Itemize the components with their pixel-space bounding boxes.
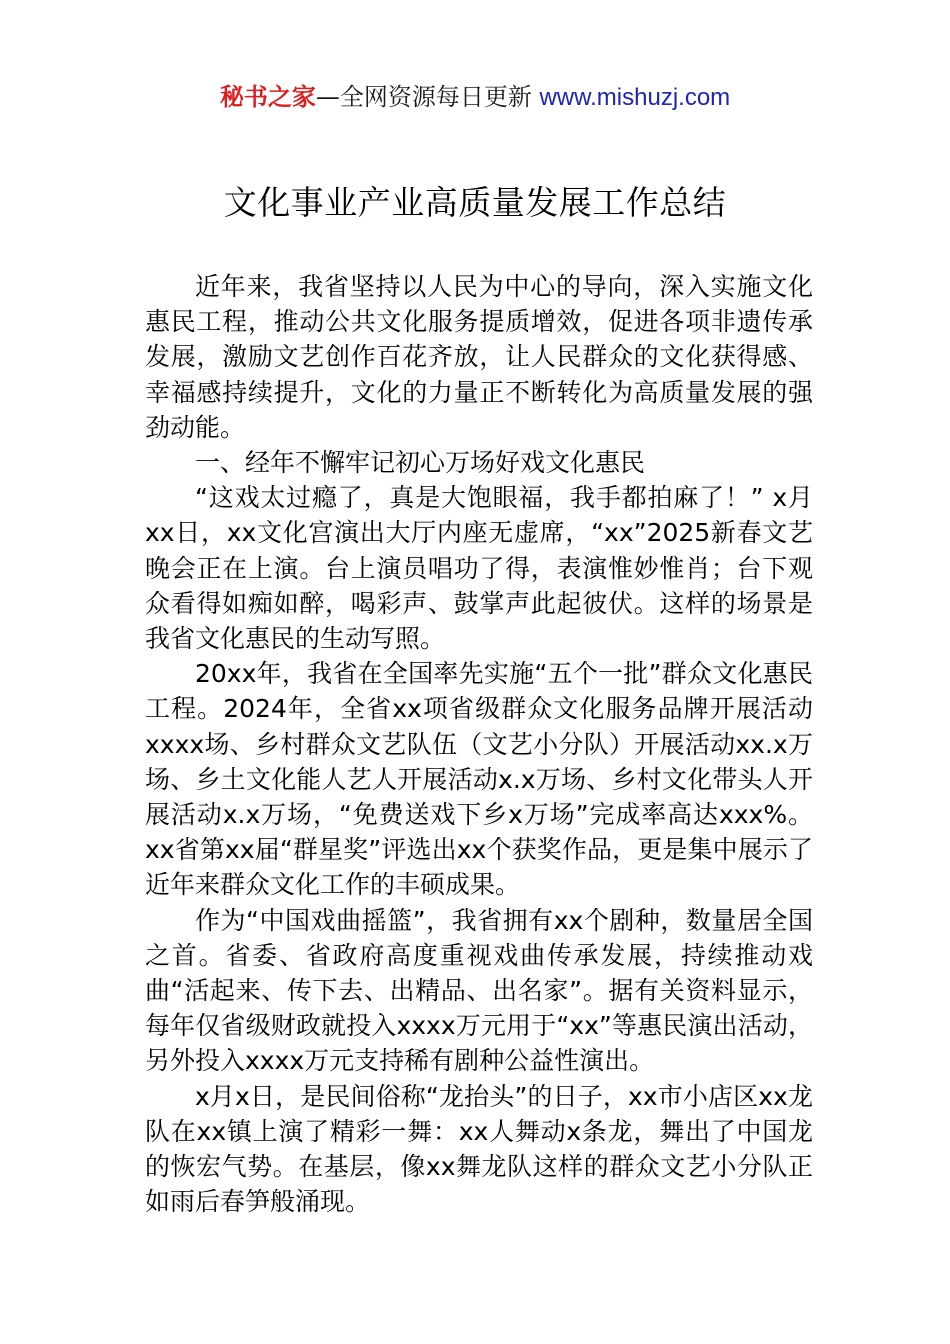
paragraph: x月x日，是民间俗称“龙抬头”的日子，xx市小店区xx龙队在xx镇上演了精彩一舞：xx人舞动x条龙，舞出了中国龙的恢宏气势。在基层，像xx舞龙队这样的群众文艺小分队正如雨后春笋般涌现。 bbox=[145, 1081, 813, 1217]
document-body bbox=[145, 269, 813, 1219]
paragraph-intro: 近年来，我省坚持以人民为中心的导向，深入实施文化惠民工程，推动公共文化服务提质增效，促进各项非遗传承发展，激励文艺创作百花齐放，让人民群众的文化获得感、幸福感持续提升，文化的力量正不断转化为高质量发展的强劲动能。 bbox=[145, 272, 813, 442]
site-banner bbox=[0, 80, 950, 115]
banner-brand: 秘书之家 bbox=[219, 83, 316, 111]
section-heading: 一、经年不懈牢记初心万场好戏文化惠民 bbox=[195, 448, 646, 478]
paragraph: “这戏太过瘾了，真是大饱眼福，我手都拍麻了！” x月xx日，xx文化宫演出大厅内座无虚席，“xx”2025新春文艺晚会正在上演。台上演员唱功了得，表演惟妙惟肖；台下观众看得如痴如醉，喝彩声、鼓掌声此起彼伏。这样的场景是我省文化惠民的生动写照。 bbox=[145, 483, 813, 654]
banner-url-link[interactable]: www.mishuzj.com bbox=[539, 84, 731, 111]
document-title: 文化事业产业高质量发展工作总结 bbox=[223, 183, 727, 222]
paragraph: 作为“中国戏曲摇篮”，我省拥有xx个剧种，数量居全国之首。省委、省政府高度重视戏曲传承发展，持续推动戏曲“活起来、传下去、出精品、出名家”。据有关资料显示，每年仅省级财政就投入xxxx万元用于“xx”等惠民演出活动，另外投入xxxx万元支持稀有剧种公益性演出。 bbox=[145, 905, 813, 1076]
banner-tagline: —全网资源每日更新 bbox=[315, 83, 540, 111]
paragraph: 20xx年，我省在全国率先实施“五个一批”群众文化惠民工程。2024年，全省xx项省级群众文化服务品牌开展活动xxxx场、乡村群众文艺队伍（文艺小分队）开展活动xx.x万场、乡土文化能人艺人开展活动x.x万场、乡村文化带头人开展活动x.x万场，“免费送戏下乡x万场”完成率高达xxx%。xx省第xx届“群星奖”评选出xx个获奖作品，更是集中展示了近年来群众文化工作的丰硕成果。 bbox=[145, 659, 813, 900]
